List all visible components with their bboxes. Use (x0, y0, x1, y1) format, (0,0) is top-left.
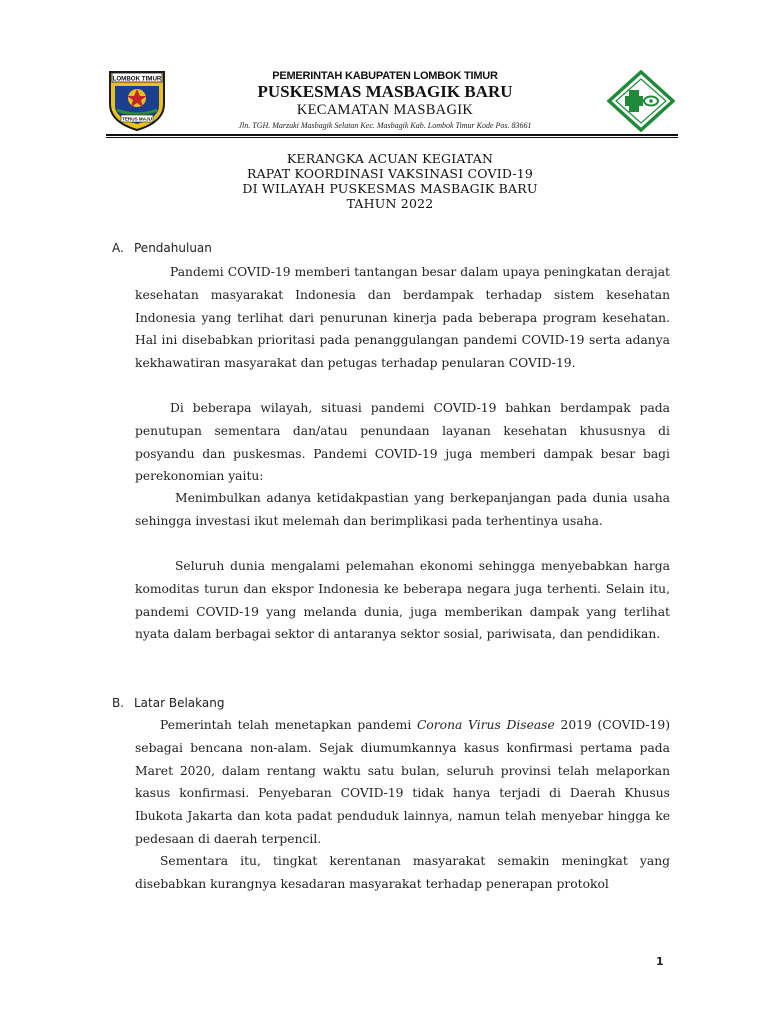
page-number: 1 (656, 955, 664, 968)
lombok-timur-emblem-logo (107, 68, 167, 132)
institution-name: PUSKESMAS MASBAGIK BARU (257, 82, 513, 101)
section-b-heading (112, 694, 224, 712)
title-line-4: TAHUN 2022 (346, 196, 434, 211)
section-a-heading (112, 239, 212, 257)
section-a-paragraph-1: Pandemi COVID-19 memberi tantangan besar dalam upaya peningkatan derajat kesehatan masyarakat Indonesia dan berdampak terhadap sistem kesehatan Indonesia yang terlihat dari penurunan kinerja pada beberapa program kesehatan. Hal ini disebabkan prioritasi pada penanggulangan pandemi COVID-19 serta adanya kekhawatiran masyarakat dan petugas terhadap penularan COVID-19. (135, 265, 670, 371)
section-b-p1-italic: Corona Virus Disease (416, 718, 555, 732)
letterhead-divider-thick (106, 134, 678, 136)
section-a-title: Pendahuluan (134, 241, 212, 255)
government-name: PEMERINTAH KABUPATEN LOMBOK TIMUR (272, 70, 498, 82)
logo-top-text: LOMBOK TIMUR (112, 75, 162, 83)
section-a-paragraph-3: Menimbulkan adanya ketidakpastian yang berkepanjangan pada dunia usaha sehingga investasi ikut melemah dan berimplikasi pada terhentinya usaha. (135, 491, 670, 528)
section-a-paragraph-2: Di beberapa wilayah, situasi pandemi COVID-19 bahkan berdampak pada penutupan sementara dan/atau penundaan layanan kesehatan khususnya di posyandu dan puskesmas. Pandemi COVID-19 juga memberi dampak besar bagi perekonomian yaitu: (135, 401, 670, 484)
section-a-label: A. (112, 241, 124, 255)
section-b-title: Latar Belakang (134, 696, 225, 710)
logo-motto-text: TERUS MAJU (122, 116, 152, 122)
title-line-3: DI WILAYAH PUSKESMAS MASBAGIK BARU (242, 181, 538, 196)
institution-address: Jln. TGH. Marzuki Masbagik Selatan Kec. Masbagik Kab. Lombok Timur Kode Pos. 83661 (238, 121, 532, 130)
title-line-1: KERANGKA ACUAN KEGIATAN (286, 151, 494, 166)
section-b-paragraph-2: Sementara itu, tingkat kerentanan masyarakat semakin meningkat yang disebabkan kurangnya kesadaran masyarakat terhadap penerapan protokol (135, 854, 670, 891)
document-title (170, 151, 610, 211)
letterhead-divider-thin (106, 137, 678, 138)
letterhead (180, 70, 590, 131)
section-b-label: B. (112, 696, 125, 710)
puskesmas-logo (607, 70, 675, 132)
section-b-p1-after: 2019 (COVID-19) sebagai bencana non-alam. Sejak diumumkannya kasus konfirmasi pertama pada Maret 2020, dalam rentang waktu satu bulan, seluruh provinsi telah melaporkan kasus konfirmasi. Penyebaran COVID-19 tidak hanya terjadi di Daerah Khusus Ibukota Jakarta dan kota padat penduduk lainnya, namun telah menyebar hingga ke pedesaan di daerah terpencil. (135, 718, 671, 846)
section-b-paragraph-1 (135, 714, 670, 851)
title-line-2: RAPAT KOORDINASI VAKSINASI COVID-19 (246, 166, 534, 181)
section-b-p1-before: Pemerintah telah menetapkan pandemi (160, 718, 417, 732)
district-name: KECAMATAN MASBAGIK (296, 102, 474, 118)
section-a-paragraph-4: Seluruh dunia mengalami pelemahan ekonomi sehingga menyebabkan harga komoditas turun dan ekspor Indonesia ke beberapa negara juga terhenti. Selain itu, pandemi COVID-19 yang melanda dunia, juga memberikan dampak yang terlihat nyata dalam berbagai sektor di antaranya sektor sosial, pariwisata, dan pendidikan. (135, 559, 670, 642)
